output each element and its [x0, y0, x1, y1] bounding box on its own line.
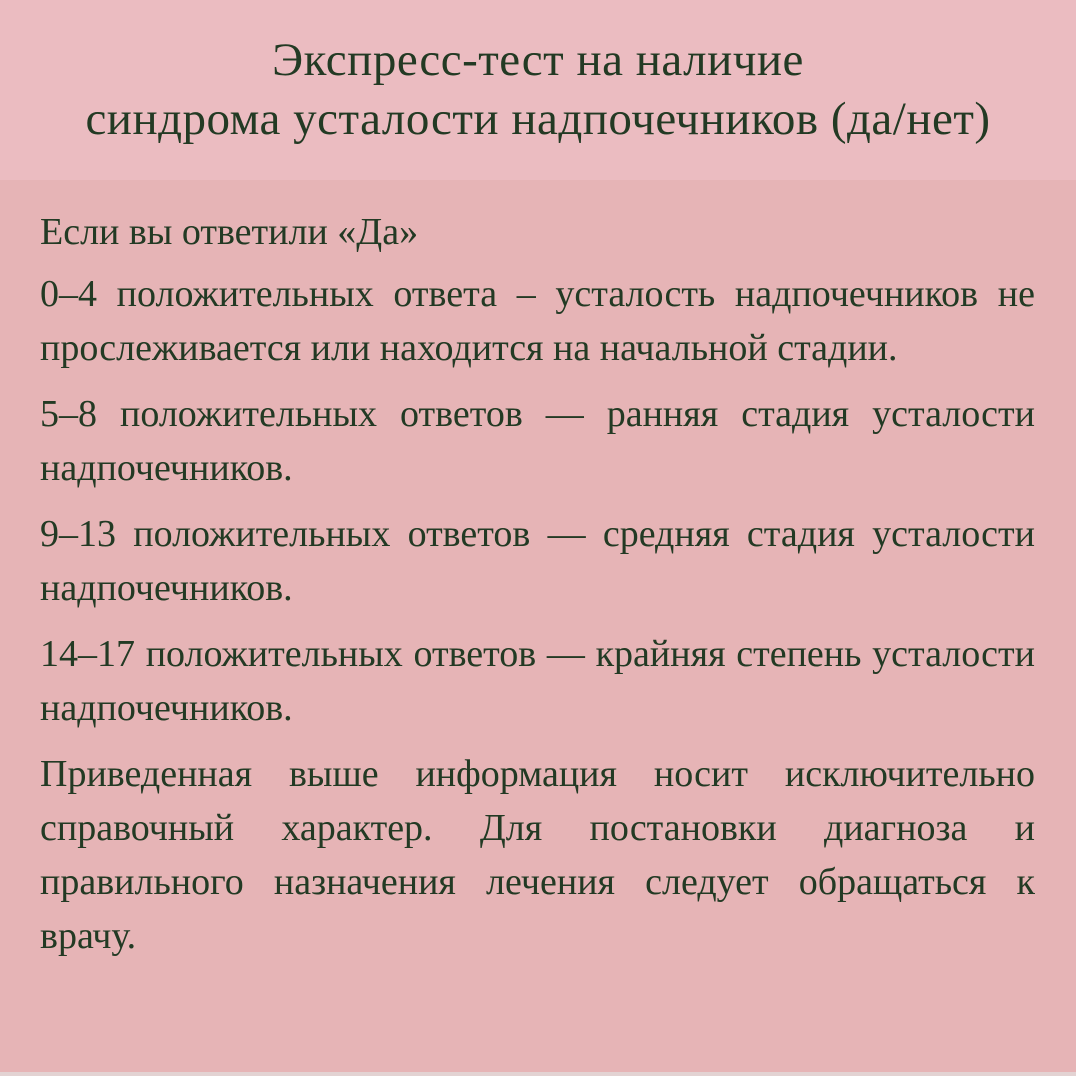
result-range-9-13: 9–13 положительных ответов — средняя стадия усталости надпочечников. — [40, 513, 1035, 609]
title-banner — [0, 0, 1076, 180]
disclaimer-text: Приведенная выше информация носит исключительно справочный характер. Для постановки диагноза и правильного назначения лечения следует обращаться к врачу. — [40, 753, 1035, 957]
result-range-0-4: 0–4 положительных ответа – усталость надпочечников не прослеживается или находится на начальной стадии. — [40, 273, 1035, 369]
title-line-1: Экспресс-тест на наличие — [272, 34, 804, 86]
title-line-2: синдрома усталости надпочечников (да/нет) — [85, 93, 991, 145]
intro-text: Если вы ответили «Да» — [40, 211, 419, 253]
result-range-5-8: 5–8 положительных ответов — ранняя стадия усталости надпочечников. — [40, 393, 1035, 489]
test-results-text — [40, 205, 1035, 975]
result-range-14-17: 14–17 положительных ответов — крайняя степень усталости надпочечников. — [40, 633, 1035, 729]
bottom-divider — [0, 1072, 1076, 1076]
